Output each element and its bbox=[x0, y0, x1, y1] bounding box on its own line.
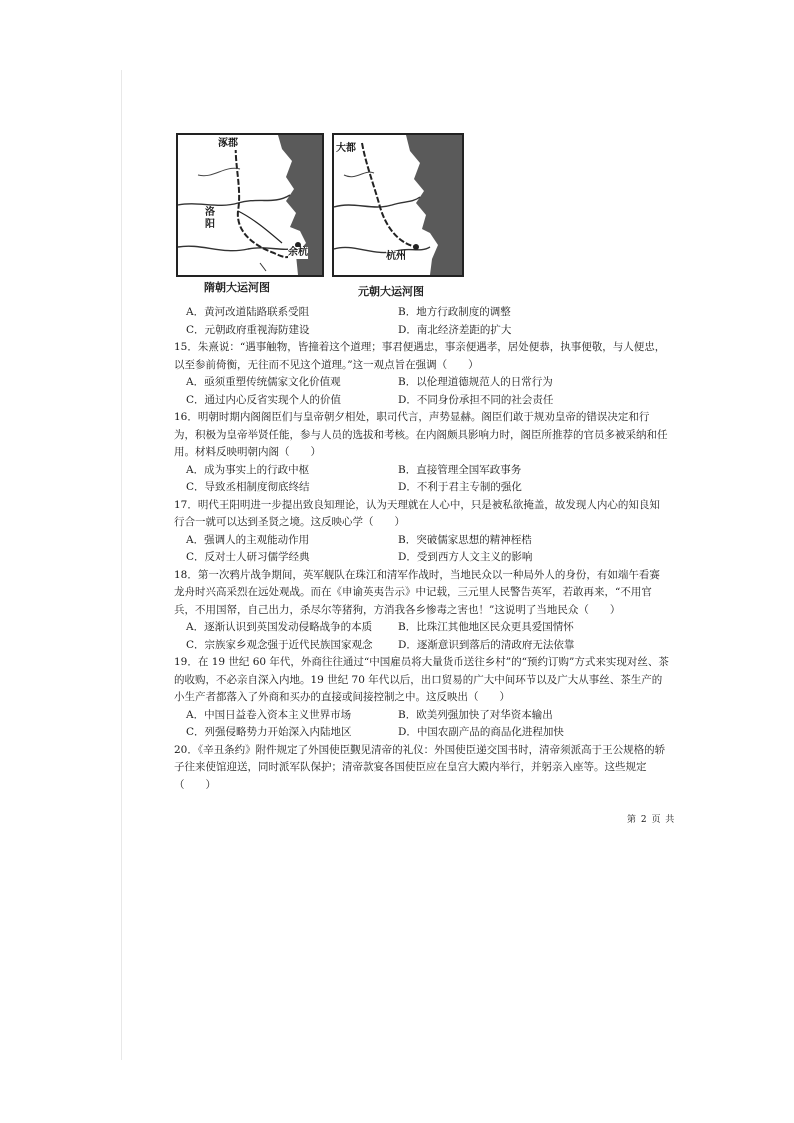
q18-option-a[interactable]: A．逐渐认识到英国发动侵略战争的本质 bbox=[186, 621, 373, 633]
q16-option-b[interactable]: B．直接管理全国军政事务 bbox=[398, 463, 522, 476]
yuan-canal-map bbox=[332, 133, 464, 277]
q18-stem: 18．第一次鸦片战争期间，英军舰队在珠江和清军作战时，当地民众以一种局外人的身份，有如端午看赛龙舟时兴高采烈在远处观战。而在《申谕英夷告示》中记载，三元里人民警告英军，若敢再来，“不用官兵，不用国帑，自己出力，杀尽尔等猪狗，方消我各乡惨毒之害也！”这说明了当地民众（ ） bbox=[174, 568, 660, 616]
q17-option-c[interactable]: C．反对士人研习儒学经典 bbox=[186, 551, 310, 563]
q18-option-b[interactable]: B．比珠江其他地区民众更具爱国情怀 bbox=[398, 621, 574, 633]
q15-stem: 15．朱熹说：“遇事触物，皆撞着这个道理；事君便遇忠，事亲便遇孝，居处便恭，执事便敬，与人便忠，以至参前倚衡，无往而不见这个道理。”这一观点旨在强调（ ） bbox=[174, 341, 666, 371]
canal-maps bbox=[176, 133, 466, 303]
q14-option-a[interactable]: A．黄河改道陆路联系受阻 bbox=[186, 306, 310, 318]
q14-option-d[interactable]: D．南北经济差距的扩大 bbox=[398, 323, 512, 336]
q15-option-b[interactable]: B．以伦理道德规范人的日常行为 bbox=[398, 376, 553, 388]
sui-map-caption: 隋朝大运河图 bbox=[204, 281, 270, 294]
sui-canal-map bbox=[176, 133, 324, 277]
q15-option-c[interactable]: C．通过内心反省实现个人的价值 bbox=[186, 393, 342, 406]
question-20 bbox=[174, 742, 670, 795]
yuan-map-caption: 元朝大运河图 bbox=[358, 285, 424, 298]
questions bbox=[174, 304, 670, 794]
city-label-zhuojun: 涿郡 bbox=[218, 138, 238, 149]
q19-option-d[interactable]: D．中国农副产品的商品化进程加快 bbox=[398, 726, 564, 738]
q16-option-a[interactable]: A．成为事实上的行政中枢 bbox=[186, 463, 310, 476]
scan-edge-line bbox=[121, 70, 122, 1060]
city-label-hangzhou: 杭州 bbox=[386, 251, 406, 262]
q14-option-c[interactable]: C．元朝政府重视海防建设 bbox=[186, 323, 310, 336]
q15-option-a[interactable]: A．亟须重塑传统儒家文化价值观 bbox=[186, 376, 341, 388]
q17-option-d[interactable]: D．受到西方人文主义的影响 bbox=[398, 551, 533, 563]
q19-option-b[interactable]: B．欧美列强加快了对华资本输出 bbox=[398, 708, 553, 721]
q17-option-b[interactable]: B．突破儒家思想的精神桎梏 bbox=[398, 533, 532, 546]
q14-option-b[interactable]: B．地方行政制度的调整 bbox=[398, 306, 511, 318]
city-label-luoyang: 洛阳 bbox=[205, 207, 215, 230]
question-17 bbox=[174, 497, 670, 567]
q19-option-c[interactable]: C．列强侵略势力开始深入内陆地区 bbox=[186, 726, 352, 738]
page-number: 第 2 页 共 bbox=[627, 815, 676, 825]
q20-stem: 20．《辛丑条约》附件规定了外国使臣觐见清帝的礼仪：外国使臣递交国书时，清帝须派高于王公规格的轿子往来使馆迎送，同时派军队保护；清帝款宴各国使臣应在皇宫大殿内举行，并躬亲入座等。这些规定（ ） bbox=[174, 743, 666, 791]
q18-option-c[interactable]: C．宗族家乡观念强于近代民族国家观念 bbox=[186, 638, 373, 651]
question-15 bbox=[174, 339, 670, 409]
q17-stem: 17．明代王阳明进一步提出致良知理论，认为天理就在人心中，只是被私欲掩盖，故发现人内心的知良知行合一就可以达到圣贤之境。这反映心学（ ） bbox=[174, 498, 660, 528]
q19-option-a[interactable]: A．中国日益卷入资本主义世界市场 bbox=[186, 708, 352, 721]
city-label-dadu: 大都 bbox=[336, 143, 356, 154]
q19-stem: 19．在 19 世纪 60 年代，外商往往通过“中国雇员将大量货币送往乡村”的“预约订购”方式来实现对丝、茶的收购，不必亲自深入内地。19 世纪 70 年代以后，出口贸易的广大中间环节以及广大从事丝、茶生产的小生产者都落入了外商和买办的直接或间接控制之中。这反映出（ ） bbox=[174, 656, 669, 703]
q14-options bbox=[174, 304, 670, 339]
city-label-yuhang: 余杭 bbox=[288, 247, 308, 258]
question-18 bbox=[174, 567, 670, 655]
question-19 bbox=[174, 654, 670, 742]
question-16 bbox=[174, 409, 670, 497]
q16-option-c[interactable]: C．导致丞相制度彻底终结 bbox=[186, 481, 310, 493]
q15-option-d[interactable]: D．不同身份承担不同的社会责任 bbox=[398, 393, 554, 406]
q16-option-d[interactable]: D．不利于君主专制的强化 bbox=[398, 481, 522, 493]
q17-option-a[interactable]: A．强调人的主观能动作用 bbox=[186, 533, 310, 546]
q16-stem: 16．明朝时期内阁阁臣们与皇帝朝夕相处，职司代言，声势显赫。阁臣们敢于规劝皇帝的错误决定和行为，积极为皇帝举贤任能，参与人员的选拔和考核。在内阁颇具影响力时，阁臣所推荐的官员多被采纳和任用。材料反映明朝内阁（ ） bbox=[174, 411, 668, 458]
q18-option-d[interactable]: D．逐渐意识到落后的清政府无法依靠 bbox=[398, 638, 575, 651]
